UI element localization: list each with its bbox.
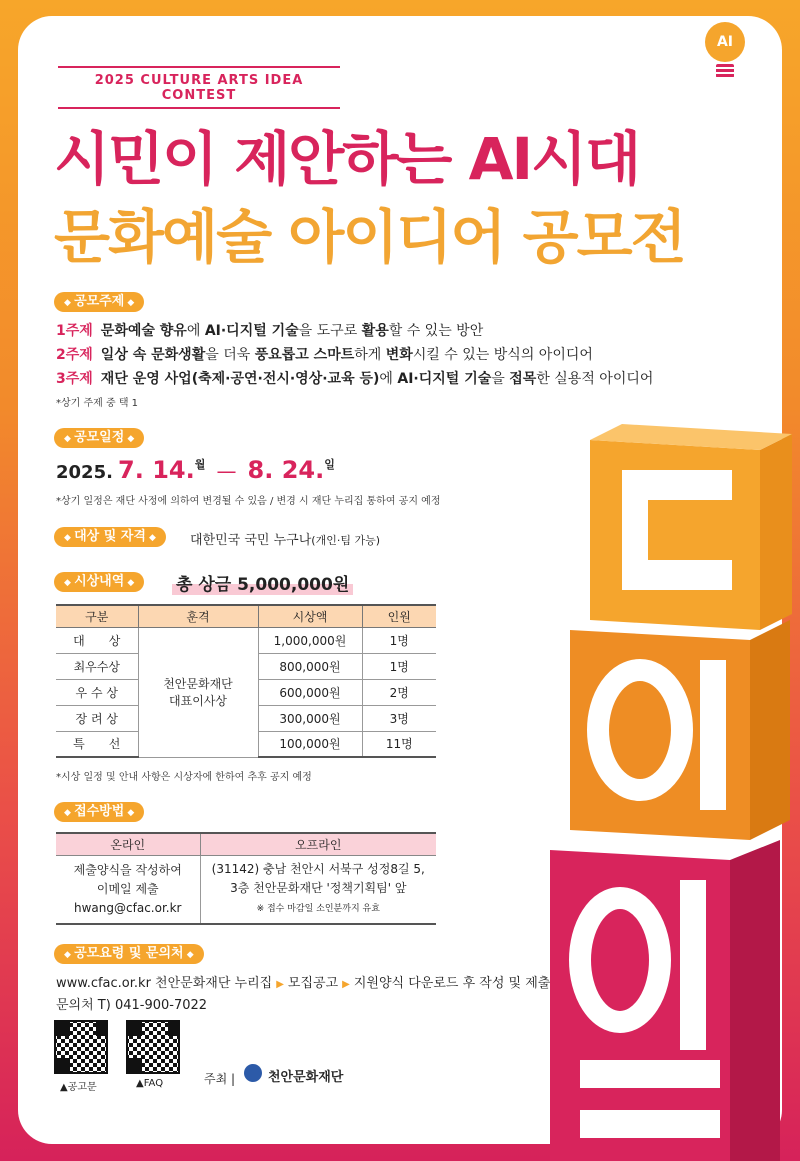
- lightbulb-icon: [703, 22, 747, 100]
- schedule-note: *상기 일정은 재단 사정에 의하여 변경될 수 있음 / 변경 시 재단 누리집 통하여 공지 예정: [56, 496, 441, 507]
- theme-text-part: 일상 속 문화생활: [100, 347, 206, 363]
- prize-amount: 100,000원: [258, 731, 362, 757]
- info-site[interactable]: www.cfac.or.kr 천안문화재단 누리집: [56, 976, 273, 991]
- table-row: [56, 627, 436, 653]
- theme-text-part: 재단 운영 사업(축제·공연·전시·영상·교육 등): [100, 371, 380, 387]
- schedule-dates: [56, 456, 335, 484]
- schedule-start: 7. 14.: [118, 456, 195, 484]
- theme-row-3: [56, 368, 653, 388]
- section-tag-submit: ◆ 접수방법 ◆: [54, 802, 144, 822]
- title-line-1: 시민이 제안하는 AI시대: [54, 125, 640, 193]
- submit-offline-line1: (31142) 충남 천안시 서북구 성정8길 5,: [211, 861, 425, 876]
- submit-online-email[interactable]: hwang@cfac.or.kr: [74, 900, 182, 915]
- prize-header-amount: 시상액: [258, 605, 362, 627]
- schedule-start-day: 월: [194, 458, 206, 471]
- schedule-dash: —: [216, 459, 237, 483]
- qr-label-notice: ▲공고문: [60, 1082, 97, 1093]
- deco-block-top-face: [590, 440, 760, 630]
- bulb-label: AI: [705, 22, 745, 62]
- prize-grade: 대 상: [56, 627, 138, 653]
- prize-grade: 장 려 상: [56, 705, 138, 731]
- submit-table: [56, 832, 436, 925]
- deco-stroke: [580, 1110, 720, 1138]
- prize-count: 1명: [362, 627, 436, 653]
- schedule-end: 8. 24.: [247, 456, 325, 484]
- theme-number: 3주제: [56, 371, 93, 387]
- prize-count: 2명: [362, 679, 436, 705]
- deco-block-bottom-side: [730, 840, 780, 1161]
- theme-text-part: 하게: [354, 347, 386, 363]
- qr-code-notice[interactable]: [54, 1020, 108, 1074]
- info-step1: 모집공고: [287, 976, 339, 991]
- host-label: 주최 |: [204, 1072, 236, 1086]
- title-line-2: 문화예술 아이디어 공모전: [54, 203, 685, 271]
- theme-text-part: 접목: [509, 371, 537, 387]
- info-site-line: [56, 972, 550, 991]
- submit-offline-line2: 3층 천안문화재단 '정책기획팀' 앞: [230, 880, 407, 895]
- prize-note: *시상 일정 및 안내 사항은 시상자에 한하여 추후 공지 예정: [56, 772, 312, 783]
- deco-block-top-side: [760, 434, 792, 630]
- theme-row-1: [56, 320, 483, 340]
- theme-row-2: [56, 344, 593, 364]
- theme-text-part: 한 실용적 아이디어: [536, 371, 654, 387]
- theme-text-part: 풍요롭고 스마트: [254, 347, 355, 363]
- submit-header-online: 온라인: [56, 833, 200, 855]
- submit-online-line2: 이메일 제출: [96, 881, 159, 896]
- submit-header-offline: 오프라인: [200, 833, 436, 855]
- info-phone: 문의처 T) 041-900-7022: [56, 998, 208, 1013]
- qr-code-faq[interactable]: [126, 1020, 180, 1074]
- section-tag-prize: ◆ 시상내역 ◆: [54, 572, 144, 592]
- theme-text-part: 에: [186, 323, 205, 339]
- prize-count: 3명: [362, 705, 436, 731]
- prize-grade: 특 선: [56, 731, 138, 757]
- target-main: 대한민국 국민 누구나: [190, 533, 312, 548]
- prize-grade: 최우수상: [56, 653, 138, 679]
- prize-amount: 800,000원: [258, 653, 362, 679]
- prize-amount: 300,000원: [258, 705, 362, 731]
- prize-total: 총 상금 5,000,000원: [172, 570, 353, 595]
- deco-stroke: [700, 660, 726, 810]
- theme-text-part: 을 더욱: [205, 347, 255, 363]
- prize-grade: 우 수 상: [56, 679, 138, 705]
- theme-text-part: 시킬 수 있는 방식의 아이디어: [412, 347, 593, 363]
- prize-amount: 600,000원: [258, 679, 362, 705]
- theme-text-part: 을 도구로: [298, 323, 362, 339]
- section-tag-schedule: ◆ 공모일정 ◆: [54, 428, 144, 448]
- qr-label-faq: ▲FAQ: [136, 1078, 164, 1089]
- theme-text-part: 을: [491, 371, 510, 387]
- prize-amount: 1,000,000원: [258, 627, 362, 653]
- section-tag-target: ◆ 대상 및 자격 ◆: [54, 527, 166, 547]
- theme-number: 1주제: [56, 323, 93, 339]
- theme-text-part: 활용: [361, 323, 389, 339]
- decorative-3d-letters: [530, 420, 800, 1161]
- submit-offline-cell: [200, 855, 436, 924]
- prize-header-count: 인원: [362, 605, 436, 627]
- theme-text-part: 변화: [385, 347, 413, 363]
- prize-count: 11명: [362, 731, 436, 757]
- section-tag-theme: ◆ 공모주제 ◆: [54, 292, 144, 312]
- prize-header-grade: 구분: [56, 605, 138, 627]
- submit-online-line1: 제출양식을 작성하여: [73, 862, 182, 877]
- arrow-right-icon: ▶: [276, 979, 284, 990]
- prize-header-honor: 훈격: [138, 605, 258, 627]
- info-step2: 지원양식 다운로드 후 작성 및 제출: [353, 976, 551, 991]
- submit-offline-note: ※ 접수 마감일 소인분까지 유효: [256, 903, 380, 914]
- theme-text-part: AI·디지털 기술: [397, 371, 492, 387]
- foundation-logo-icon: [244, 1064, 262, 1082]
- prize-honor: 천안문화재단 대표이사상: [138, 627, 258, 757]
- schedule-end-day: 일: [324, 458, 335, 471]
- theme-text-part: 할 수 있는 방안: [388, 323, 484, 339]
- deco-block-mid-side: [750, 620, 790, 840]
- prize-count: 1명: [362, 653, 436, 679]
- deco-stroke: [622, 560, 732, 590]
- theme-text-part: 에: [379, 371, 398, 387]
- submit-online-cell: [56, 855, 200, 924]
- deco-stroke: [680, 880, 706, 1050]
- theme-note: *상기 주제 중 택 1: [56, 398, 139, 409]
- host-name: 천안문화재단: [268, 1070, 344, 1085]
- theme-text-part: 문화예술 향유: [100, 323, 187, 339]
- arrow-right-icon: ▶: [342, 979, 350, 990]
- theme-text-part: AI·디지털 기술: [204, 323, 299, 339]
- section-tag-info: ◆ 공모요령 및 문의처 ◆: [54, 944, 204, 964]
- target-sub: (개인·팀 가능): [311, 534, 381, 547]
- bulb-base: [716, 64, 734, 78]
- theme-number: 2주제: [56, 347, 93, 363]
- contest-english-title: 2025 CULTURE ARTS IDEA CONTEST: [58, 66, 340, 109]
- prize-table: [56, 604, 436, 758]
- deco-stroke: [580, 1060, 720, 1088]
- schedule-year: 2025.: [56, 462, 113, 483]
- target-text: [190, 529, 380, 548]
